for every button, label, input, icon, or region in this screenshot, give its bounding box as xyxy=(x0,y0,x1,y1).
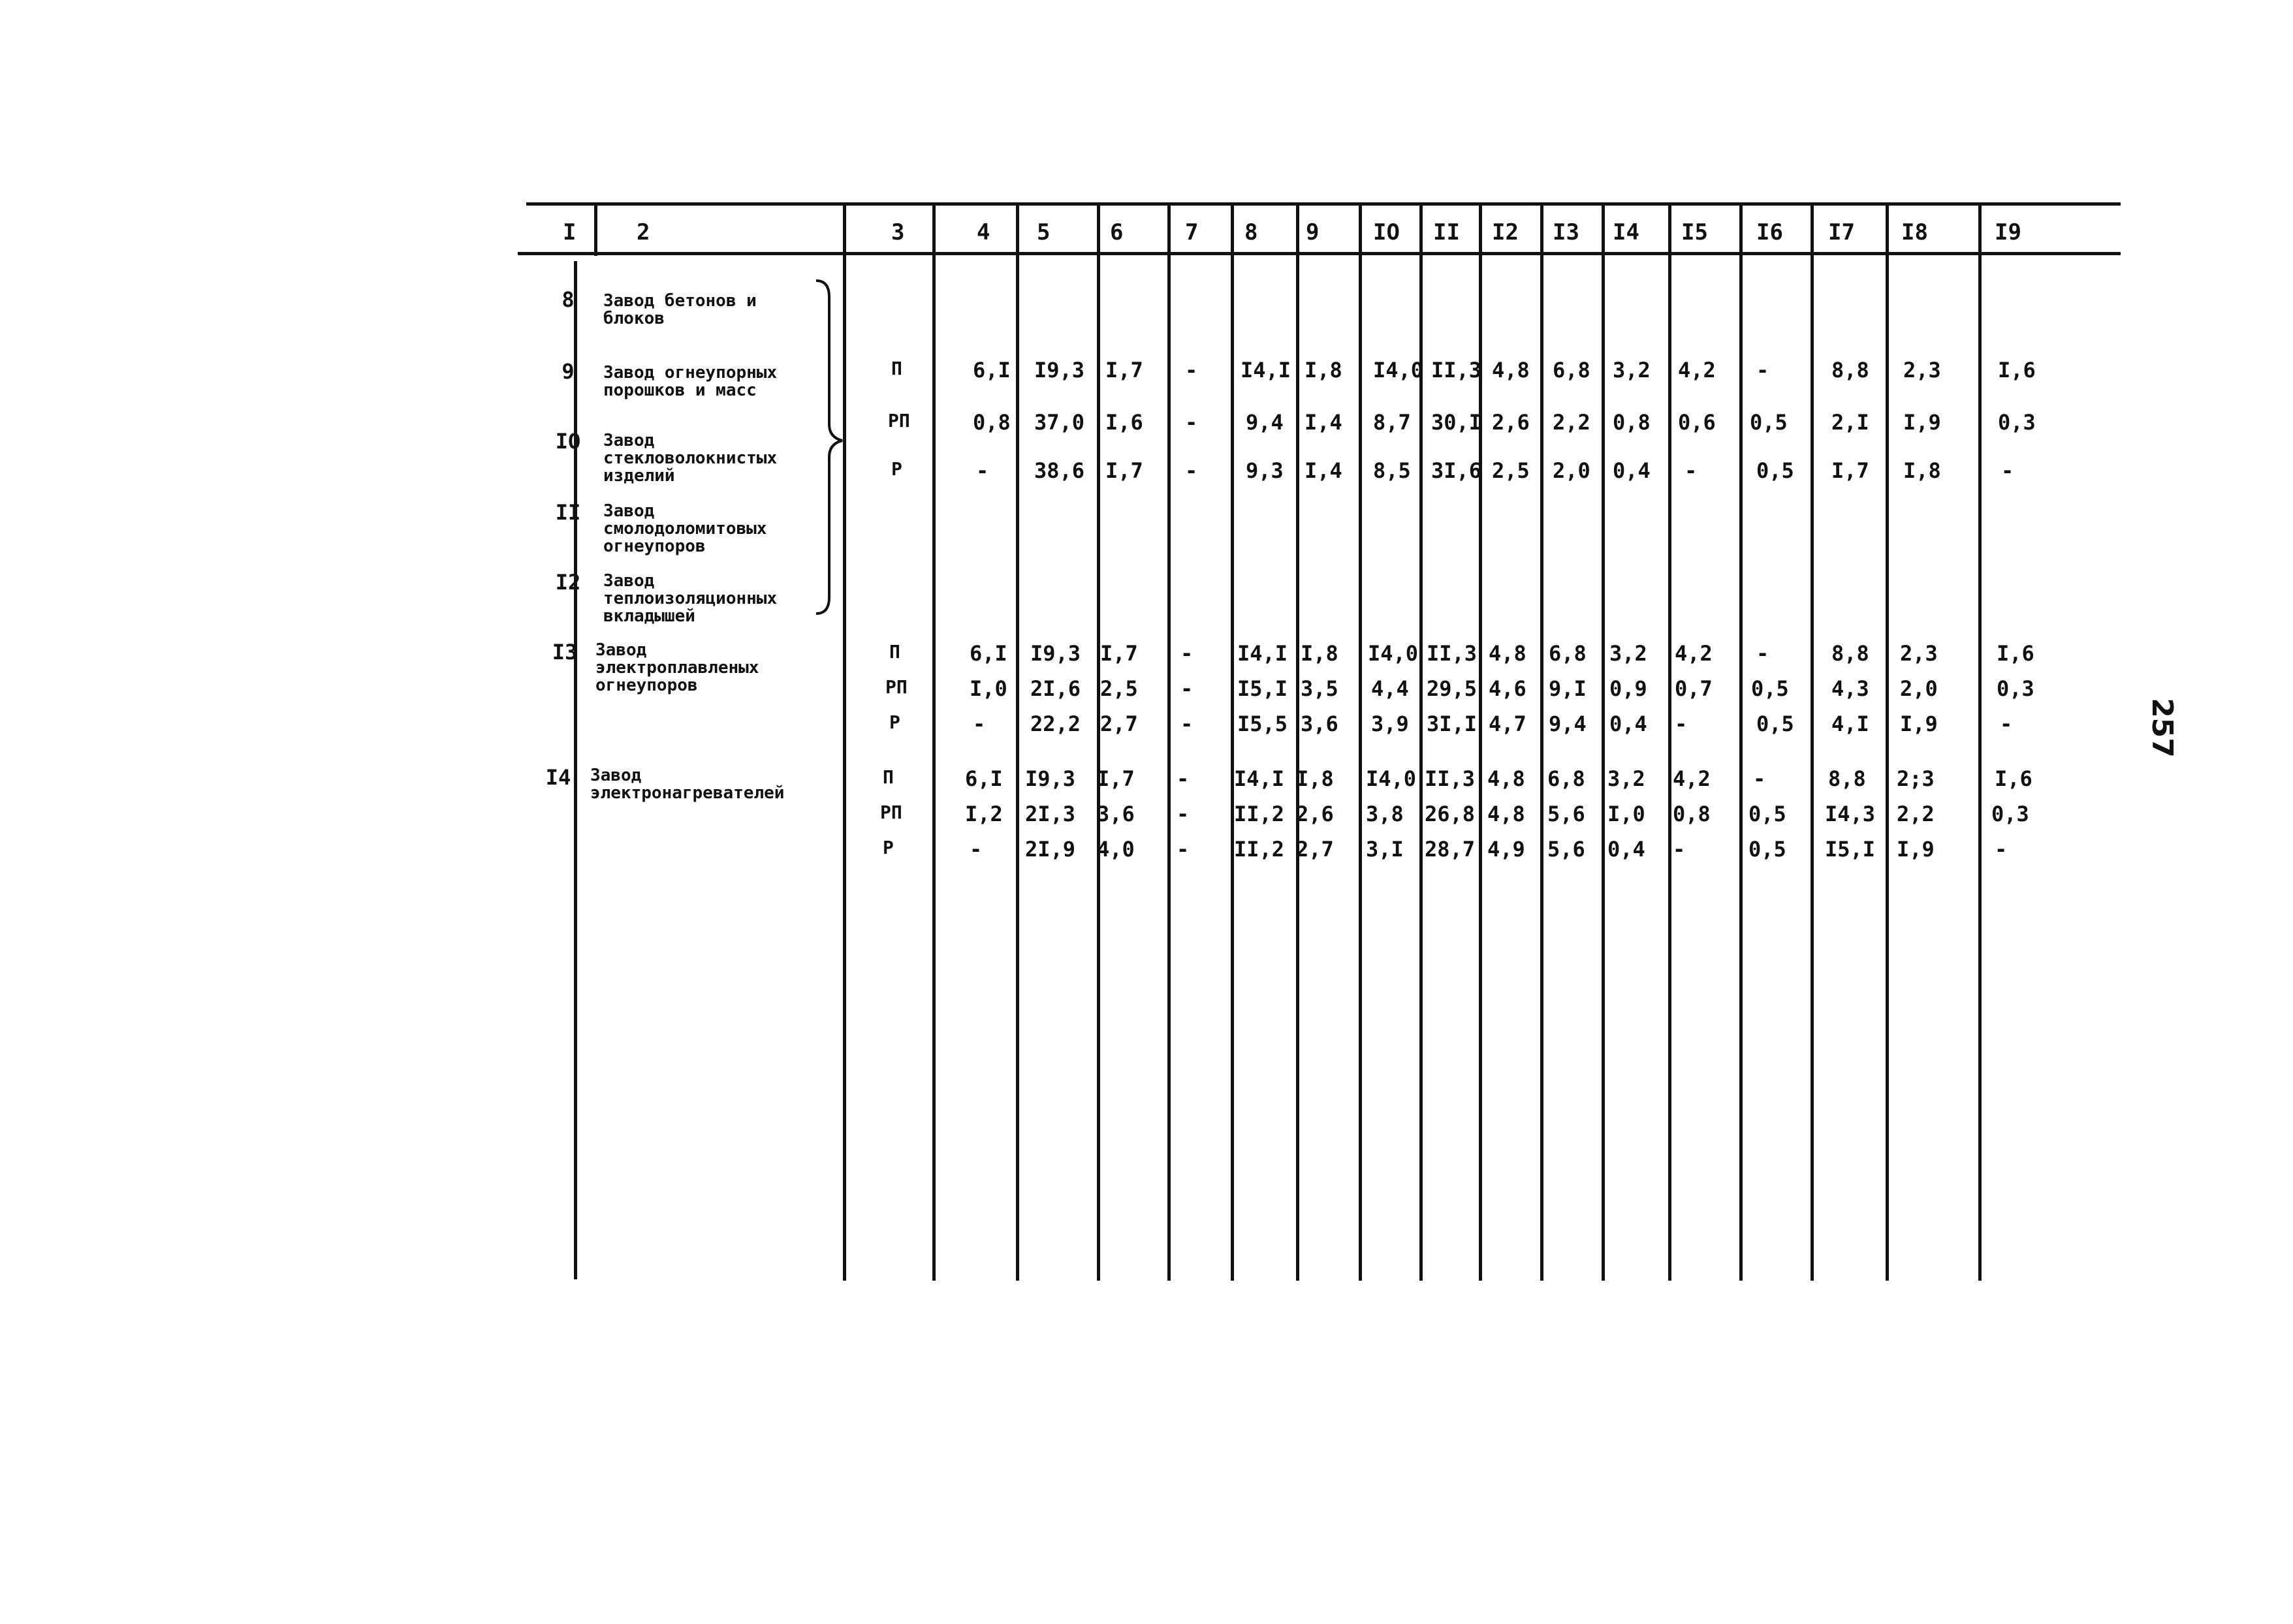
value-cell: - xyxy=(1185,410,1198,435)
value-cell: 38,6 xyxy=(1034,458,1085,483)
value-cell: 2,7 xyxy=(1296,837,1334,862)
value-cell: 2,3 xyxy=(1900,641,1938,666)
indicator-cell: РП xyxy=(888,410,910,431)
value-cell: 0,3 xyxy=(1991,802,2029,826)
value-cell: II,3 xyxy=(1431,358,1482,383)
value-cell: I4,I xyxy=(1241,358,1291,383)
value-cell: 2I,6 xyxy=(1030,676,1081,701)
value-cell: - xyxy=(1756,358,1769,383)
value-cell: 0,4 xyxy=(1607,837,1645,862)
value-cell: I,9 xyxy=(1900,711,1938,736)
value-cell: 0,5 xyxy=(1748,802,1786,826)
value-cell: I,2 xyxy=(965,802,1003,826)
value-cell: 4,2 xyxy=(1675,641,1713,666)
indicator-cell: РП xyxy=(880,802,902,823)
value-cell: 0,8 xyxy=(1673,802,1711,826)
value-cell: 3,I xyxy=(1366,837,1404,862)
header-cell: I xyxy=(563,219,577,245)
value-cell: 0,4 xyxy=(1609,711,1647,736)
col-rule xyxy=(1602,204,1605,1281)
value-cell: 0,3 xyxy=(1997,676,2034,701)
value-cell: 2,0 xyxy=(1900,676,1938,701)
value-cell: 0,6 xyxy=(1678,410,1716,435)
value-cell: - xyxy=(1177,837,1190,862)
value-cell: 4,2 xyxy=(1678,358,1716,383)
value-cell: 4,7 xyxy=(1489,711,1526,736)
value-cell: 3,2 xyxy=(1607,766,1645,791)
value-cell: 30,I xyxy=(1431,410,1482,435)
value-cell: 4,I xyxy=(1831,711,1869,736)
row-number: 8 xyxy=(561,287,575,312)
header-cell: I4 xyxy=(1613,219,1639,245)
value-cell: 4,8 xyxy=(1492,358,1530,383)
header-cell: 5 xyxy=(1037,219,1051,245)
col-rule xyxy=(1097,204,1100,1281)
header-cell: 9 xyxy=(1306,219,1320,245)
header-bottom-rule xyxy=(518,252,2121,255)
value-cell: 9,4 xyxy=(1549,711,1587,736)
value-cell: I,6 xyxy=(1997,641,2034,666)
value-cell: 4,9 xyxy=(1487,837,1525,862)
value-cell: II,3 xyxy=(1425,766,1476,791)
value-cell: - xyxy=(1185,358,1198,383)
indicator-cell: Р xyxy=(891,458,902,480)
indicator-cell: Р xyxy=(889,711,900,733)
value-cell: I4,I xyxy=(1237,641,1288,666)
value-cell: 2,6 xyxy=(1492,410,1530,435)
col-rule xyxy=(1886,204,1889,1281)
value-cell: 0,7 xyxy=(1675,676,1713,701)
value-cell: - xyxy=(1756,641,1769,666)
value-cell: 4,8 xyxy=(1489,641,1526,666)
value-cell: 3,6 xyxy=(1097,802,1135,826)
row-number: I4 xyxy=(545,765,571,790)
value-cell: - xyxy=(970,837,983,862)
value-cell: 8,7 xyxy=(1373,410,1411,435)
value-cell: 2;3 xyxy=(1897,766,1935,791)
value-cell: 3,2 xyxy=(1609,641,1647,666)
col-rule xyxy=(594,204,597,256)
value-cell: I,6 xyxy=(1105,410,1143,435)
value-cell: 37,0 xyxy=(1034,410,1085,435)
value-cell: 4,4 xyxy=(1371,676,1409,701)
header-cell: IO xyxy=(1373,219,1400,245)
value-cell: 0,4 xyxy=(1613,458,1651,483)
value-cell: - xyxy=(1753,766,1766,791)
value-cell: 2I,9 xyxy=(1025,837,1076,862)
value-cell: 5,6 xyxy=(1547,837,1585,862)
value-cell: 0,8 xyxy=(1613,410,1651,435)
value-cell: 2,2 xyxy=(1553,410,1590,435)
value-cell: 3I,6 xyxy=(1431,458,1482,483)
value-cell: 0,8 xyxy=(973,410,1011,435)
value-cell: 8,8 xyxy=(1831,641,1869,666)
value-cell: I9,3 xyxy=(1034,358,1085,383)
value-cell: II,2 xyxy=(1234,802,1285,826)
col-rule xyxy=(1978,204,1982,1281)
value-cell: - xyxy=(1180,711,1194,736)
value-cell: - xyxy=(1684,458,1698,483)
value-cell: 2,I xyxy=(1831,410,1869,435)
value-cell: I,0 xyxy=(1607,802,1645,826)
value-cell: 0,5 xyxy=(1750,410,1788,435)
indicator-cell: П xyxy=(883,766,894,788)
value-cell: II,2 xyxy=(1234,837,1285,862)
value-cell: - xyxy=(1995,837,2008,862)
value-cell: 2,2 xyxy=(1897,802,1935,826)
value-cell: - xyxy=(1185,458,1198,483)
row-number: I2 xyxy=(555,570,581,595)
value-cell: 9,4 xyxy=(1246,410,1284,435)
indicator-cell: РП xyxy=(885,676,908,698)
indicator-cell: П xyxy=(889,641,900,663)
value-cell: 5,6 xyxy=(1547,802,1585,826)
value-cell: 4,2 xyxy=(1673,766,1711,791)
header-cell: I7 xyxy=(1828,219,1855,245)
header-cell: I5 xyxy=(1681,219,1708,245)
col-rule xyxy=(1359,204,1362,1281)
row-number: II xyxy=(555,500,581,525)
header-cell: I8 xyxy=(1901,219,1928,245)
grouping-brace xyxy=(810,277,849,617)
value-cell: I,7 xyxy=(1105,458,1143,483)
value-cell: I,8 xyxy=(1305,358,1342,383)
value-cell: I,6 xyxy=(1995,766,2032,791)
value-cell: 6,8 xyxy=(1549,641,1587,666)
value-cell: 0,5 xyxy=(1756,711,1794,736)
value-cell: I4,3 xyxy=(1825,802,1876,826)
value-cell: 3,5 xyxy=(1301,676,1338,701)
value-cell: - xyxy=(2000,711,2013,736)
plant-name: Завод теплоизоляционных вкладышей xyxy=(603,571,778,626)
row-number: IO xyxy=(555,429,581,454)
value-cell: I,7 xyxy=(1105,358,1143,383)
col-rule xyxy=(1540,204,1543,1281)
value-cell: 2,5 xyxy=(1100,676,1138,701)
header-cell: 7 xyxy=(1185,219,1199,245)
value-cell: I,4 xyxy=(1305,410,1342,435)
value-cell: I9,3 xyxy=(1030,641,1081,666)
value-cell: 4,8 xyxy=(1487,802,1525,826)
value-cell: I9,3 xyxy=(1025,766,1076,791)
value-cell: 22,2 xyxy=(1030,711,1081,736)
value-cell: I,9 xyxy=(1897,837,1935,862)
plant-name: Завод смолодоломитовых огнеупоров xyxy=(603,501,767,556)
value-cell: I,9 xyxy=(1903,410,1941,435)
value-cell: 0,5 xyxy=(1756,458,1794,483)
header-cell: 3 xyxy=(891,219,905,245)
header-cell: I2 xyxy=(1492,219,1519,245)
col-rule xyxy=(1231,204,1234,1281)
value-cell: 6,I xyxy=(965,766,1003,791)
plant-name: Завод электроплавленых огнеупоров xyxy=(595,640,759,695)
value-cell: - xyxy=(1180,641,1194,666)
col-rule xyxy=(1296,204,1299,1281)
header-cell: 4 xyxy=(977,219,990,245)
value-cell: 2,7 xyxy=(1100,711,1138,736)
value-cell: - xyxy=(1177,766,1190,791)
plant-name: Завод огнеупорных порошков и масс xyxy=(603,363,778,400)
col-rule xyxy=(1016,204,1019,1281)
value-cell: 3,8 xyxy=(1366,802,1404,826)
value-cell: - xyxy=(2001,458,2014,483)
value-cell: 0,5 xyxy=(1748,837,1786,862)
value-cell: I5,I xyxy=(1825,837,1876,862)
plant-name: Завод бетонов и блоков xyxy=(603,291,757,328)
indicator-cell: П xyxy=(891,358,902,379)
value-cell: 0,3 xyxy=(1998,410,2036,435)
col-rule xyxy=(1811,204,1814,1281)
value-cell: I4,0 xyxy=(1373,358,1424,383)
col-rule xyxy=(1739,204,1743,1281)
header-cell: I9 xyxy=(1995,219,2021,245)
value-cell: 26,8 xyxy=(1425,802,1476,826)
value-cell: 4,6 xyxy=(1489,676,1526,701)
value-cell: I4,0 xyxy=(1366,766,1417,791)
col-rule xyxy=(1167,204,1171,1281)
value-cell: - xyxy=(1177,802,1190,826)
value-cell: I5,5 xyxy=(1237,711,1288,736)
value-cell: 3I,I xyxy=(1427,711,1478,736)
value-cell: I,7 xyxy=(1100,641,1138,666)
value-cell: 8,8 xyxy=(1831,358,1869,383)
col-rule xyxy=(932,204,936,1281)
value-cell: I,6 xyxy=(1998,358,2036,383)
value-cell: 8,8 xyxy=(1828,766,1866,791)
row-number: 9 xyxy=(561,359,575,384)
value-cell: 4,0 xyxy=(1097,837,1135,862)
value-cell: 6,8 xyxy=(1547,766,1585,791)
col-rule xyxy=(1668,204,1671,1281)
value-cell: I,8 xyxy=(1296,766,1334,791)
header-cell: 6 xyxy=(1110,219,1124,245)
value-cell: 4,8 xyxy=(1487,766,1525,791)
value-cell: - xyxy=(976,458,989,483)
value-cell: - xyxy=(1675,711,1688,736)
value-cell: I,0 xyxy=(970,676,1007,701)
value-cell: 2,5 xyxy=(1492,458,1530,483)
value-cell: 6,I xyxy=(970,641,1007,666)
value-cell: 9,I xyxy=(1549,676,1587,701)
page-number: 257 xyxy=(2145,698,2179,758)
value-cell: - xyxy=(973,711,986,736)
value-cell: I4,0 xyxy=(1368,641,1419,666)
value-cell: 2,6 xyxy=(1296,802,1334,826)
value-cell: 6,8 xyxy=(1553,358,1590,383)
header-cell: 8 xyxy=(1244,219,1258,245)
header-cell: I6 xyxy=(1756,219,1783,245)
value-cell: 3,6 xyxy=(1301,711,1338,736)
row-number: I3 xyxy=(552,640,578,664)
header-cell: I3 xyxy=(1553,219,1579,245)
value-cell: I,8 xyxy=(1301,641,1338,666)
plant-name: Завод стекловолокнистых изделий xyxy=(603,431,778,486)
value-cell: I,7 xyxy=(1831,458,1869,483)
value-cell: I,4 xyxy=(1305,458,1342,483)
value-cell: 29,5 xyxy=(1427,676,1478,701)
value-cell: 6,I xyxy=(973,358,1011,383)
value-cell: 28,7 xyxy=(1425,837,1476,862)
plant-name: Завод электронагревателей xyxy=(590,766,785,803)
value-cell: II,3 xyxy=(1427,641,1478,666)
value-cell: 3,2 xyxy=(1613,358,1651,383)
value-cell: 2,3 xyxy=(1903,358,1941,383)
table-top-rule xyxy=(526,202,2121,206)
value-cell: 2I,3 xyxy=(1025,802,1076,826)
value-cell: 3,9 xyxy=(1371,711,1409,736)
header-cell: 2 xyxy=(637,219,650,245)
value-cell: - xyxy=(1673,837,1686,862)
value-cell: I,8 xyxy=(1903,458,1941,483)
value-cell: 4,3 xyxy=(1831,676,1869,701)
value-cell: I5,I xyxy=(1237,676,1288,701)
value-cell: 2,0 xyxy=(1553,458,1590,483)
value-cell: I,7 xyxy=(1097,766,1135,791)
header-cell: II xyxy=(1433,219,1460,245)
indicator-cell: Р xyxy=(883,837,894,858)
value-cell: 0,5 xyxy=(1751,676,1789,701)
value-cell: 8,5 xyxy=(1373,458,1411,483)
value-cell: 9,3 xyxy=(1246,458,1284,483)
value-cell: I4,I xyxy=(1234,766,1285,791)
value-cell: 0,9 xyxy=(1609,676,1647,701)
value-cell: - xyxy=(1180,676,1194,701)
